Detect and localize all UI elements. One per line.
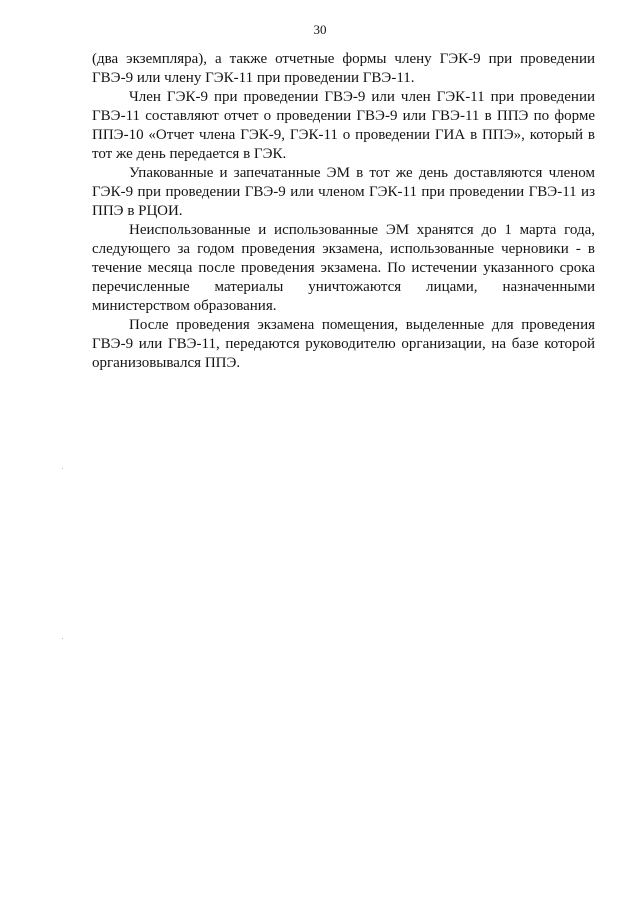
page-number: 30 [313, 22, 327, 37]
paragraph-report: Член ГЭК-9 при проведении ГВЭ-9 или член ГЭК-11 при проведении ГВЭ-11 составляют отчет о проведении ГВЭ-9 или ГВЭ-11 в ППЭ по форме ППЭ-10 «Отчет члена ГЭК-9, ГЭК-11 о проведении ГИА в ППЭ», который в тот же день передается в ГЭК. [92, 89, 595, 162]
scan-speck [62, 638, 63, 639]
paragraph-delivery: Упакованные и запечатанные ЭМ в тот же день доставляются членом ГЭК-9 при проведении ГВЭ-9 или членом ГЭК-11 при проведении ГВЭ-11 из ППЭ в РЦОИ. [92, 165, 595, 219]
paragraph-premises: После проведения экзамена помещения, выделенные для проведения ГВЭ-9 или ГВЭ-11, передаются руководителю организации, на базе которой организовывался ППЭ. [92, 317, 595, 371]
paragraph-storage: Неиспользованные и использованные ЭМ хранятся до 1 марта года, следующего за годом проведения экзамена, использованные черновики - в течение месяца после проведения экзамена. По истечении указанного срока перечисленные материалы уничтожаются лицами, назначенными министерством образования. [92, 222, 595, 314]
scan-speck [62, 468, 63, 469]
document-body [92, 50, 595, 373]
paragraph-continuation: (два экземпляра), а также отчетные формы члену ГЭК-9 при проведении ГВЭ-9 или члену ГЭК-11 при проведении ГВЭ-11. [92, 51, 595, 86]
